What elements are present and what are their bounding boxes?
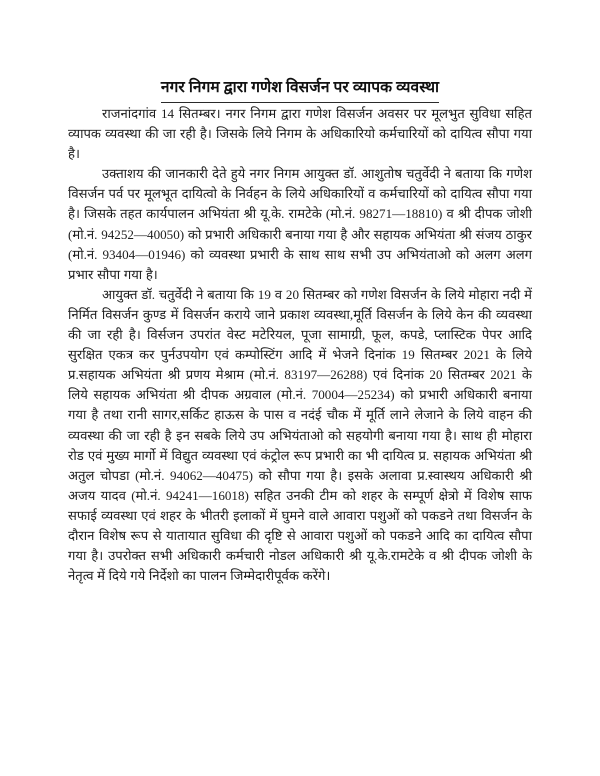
page-title-text: नगर निगम द्वारा गणेश विसर्जन पर व्यापक व्यवस्था (161, 76, 439, 102)
paragraph-2: उक्ताशय की जानकारी देते हुये नगर निगम आयुक्त डॉ. आशुतोष चतुर्वेदी ने बताया कि गणेश विसर्जन पर्व पर मूलभूत दायित्वो के निर्वहन के लिये अधिकारियों व कर्मचारियों को दायित्व सौपा गया है। जिसके तहत कार्यपालन अभियंता श्री यू.के. रामटेके (मो.नं. 98271—18810) व श्री दीपक जोशी (मो.नं. 94252—40050) को प्रभारी अधिकारी बनाया गया है और सहायक अभियंता श्री संजय ठाकुर (मो.नं. 93404—01946) को व्यवस्था प्रभारी के साथ साथ सभी उप अभियंताओ को अलग अलग प्रभार सौपा गया है। (68, 166, 532, 282)
document-body (68, 104, 532, 586)
paragraph-3: आयुक्त डॉ. चतुर्वेदी ने बताया कि 19 व 20 सितम्बर को गणेश विसर्जन के लिये मोहारा नदी में निर्मित विसर्जन कुण्ड में विसर्जन कराये जाने प्रकाश व्यवस्था,मूर्ति विसर्जन के लिये केन की व्यवस्था की जा रही है। विर्सजन उपरांत वेस्ट मटेरियल, पूजा सामाग्री, फूल, कपडे, प्लास्टिक पेपर आदि सुरक्षित एकत्र कर पुर्नउपयोग एवं कम्पोस्टिंग आदि में भेजने दिनांक 19 सितम्बर 2021 के लिये प्र.सहायक अभियंता श्री प्रणय मेश्राम (मो.नं. 83197—26288) एवं दिनांक 20 सितम्बर 2021 के लिये सहायक अभियंता श्री दीपक अग्रवाल (मो.नं. 70004—25234) को प्रभारी अधिकारी बनाया गया है तथा रानी सागर,सर्किट हाऊस के पास व नदंई चौक में मूर्ति लाने लेजाने के लिये वाहन की व्यवस्था की जा रही है इन सबके लिये उप अभियंताओ को सहयोगी बनाया गया है। साथ ही मोहारा रोड एवं मुख्य मार्गो में विद्युत व्यवस्था एवं कंट्रोल रूप प्रभारी का भी दायित्व प्र. सहायक अभियंता श्री अतुल चोपडा (मो.नं. 94062—40475) को सौपा गया है। इसके अलावा प्र.स्वास्थय अधिकारी श्री अजय यादव (मो.नं. 94241—16018) सहित उनकी टीम को शहर के सम्पूर्ण क्षेत्रो में विशेष साफ सफाई व्यवस्था एवं शहर के भीतरी इलाकों में घुमने वाले आवारा पशुओं को पकडने तथा विसर्जन के दौरान विशेष रूप से यातायात सुविधा की दृष्टि से आवारा पशुओं को पकडने आदि का दायित्व सौपा गया है। उपरोक्त सभी अधिकारी कर्मचारी नोडल अधिकारी श्री यू.के.रामटेके व श्री दीपक जोशी के नेतृत्व में दिये गये निर्देशो का पालन जिम्मेदारीपूर्वक करेंगे। (68, 286, 532, 584)
page-title (68, 76, 532, 102)
paragraph-1: राजनांदगांव 14 सितम्बर। नगर निगम द्वारा गणेश विसर्जन अवसर पर मूलभुत सुविधा सहित व्यापक व्यवस्था की जा रही है। जिसके लिये निगम के अधिकारियो कर्मचारियों को दायित्व सौपा गया है। (68, 106, 532, 162)
